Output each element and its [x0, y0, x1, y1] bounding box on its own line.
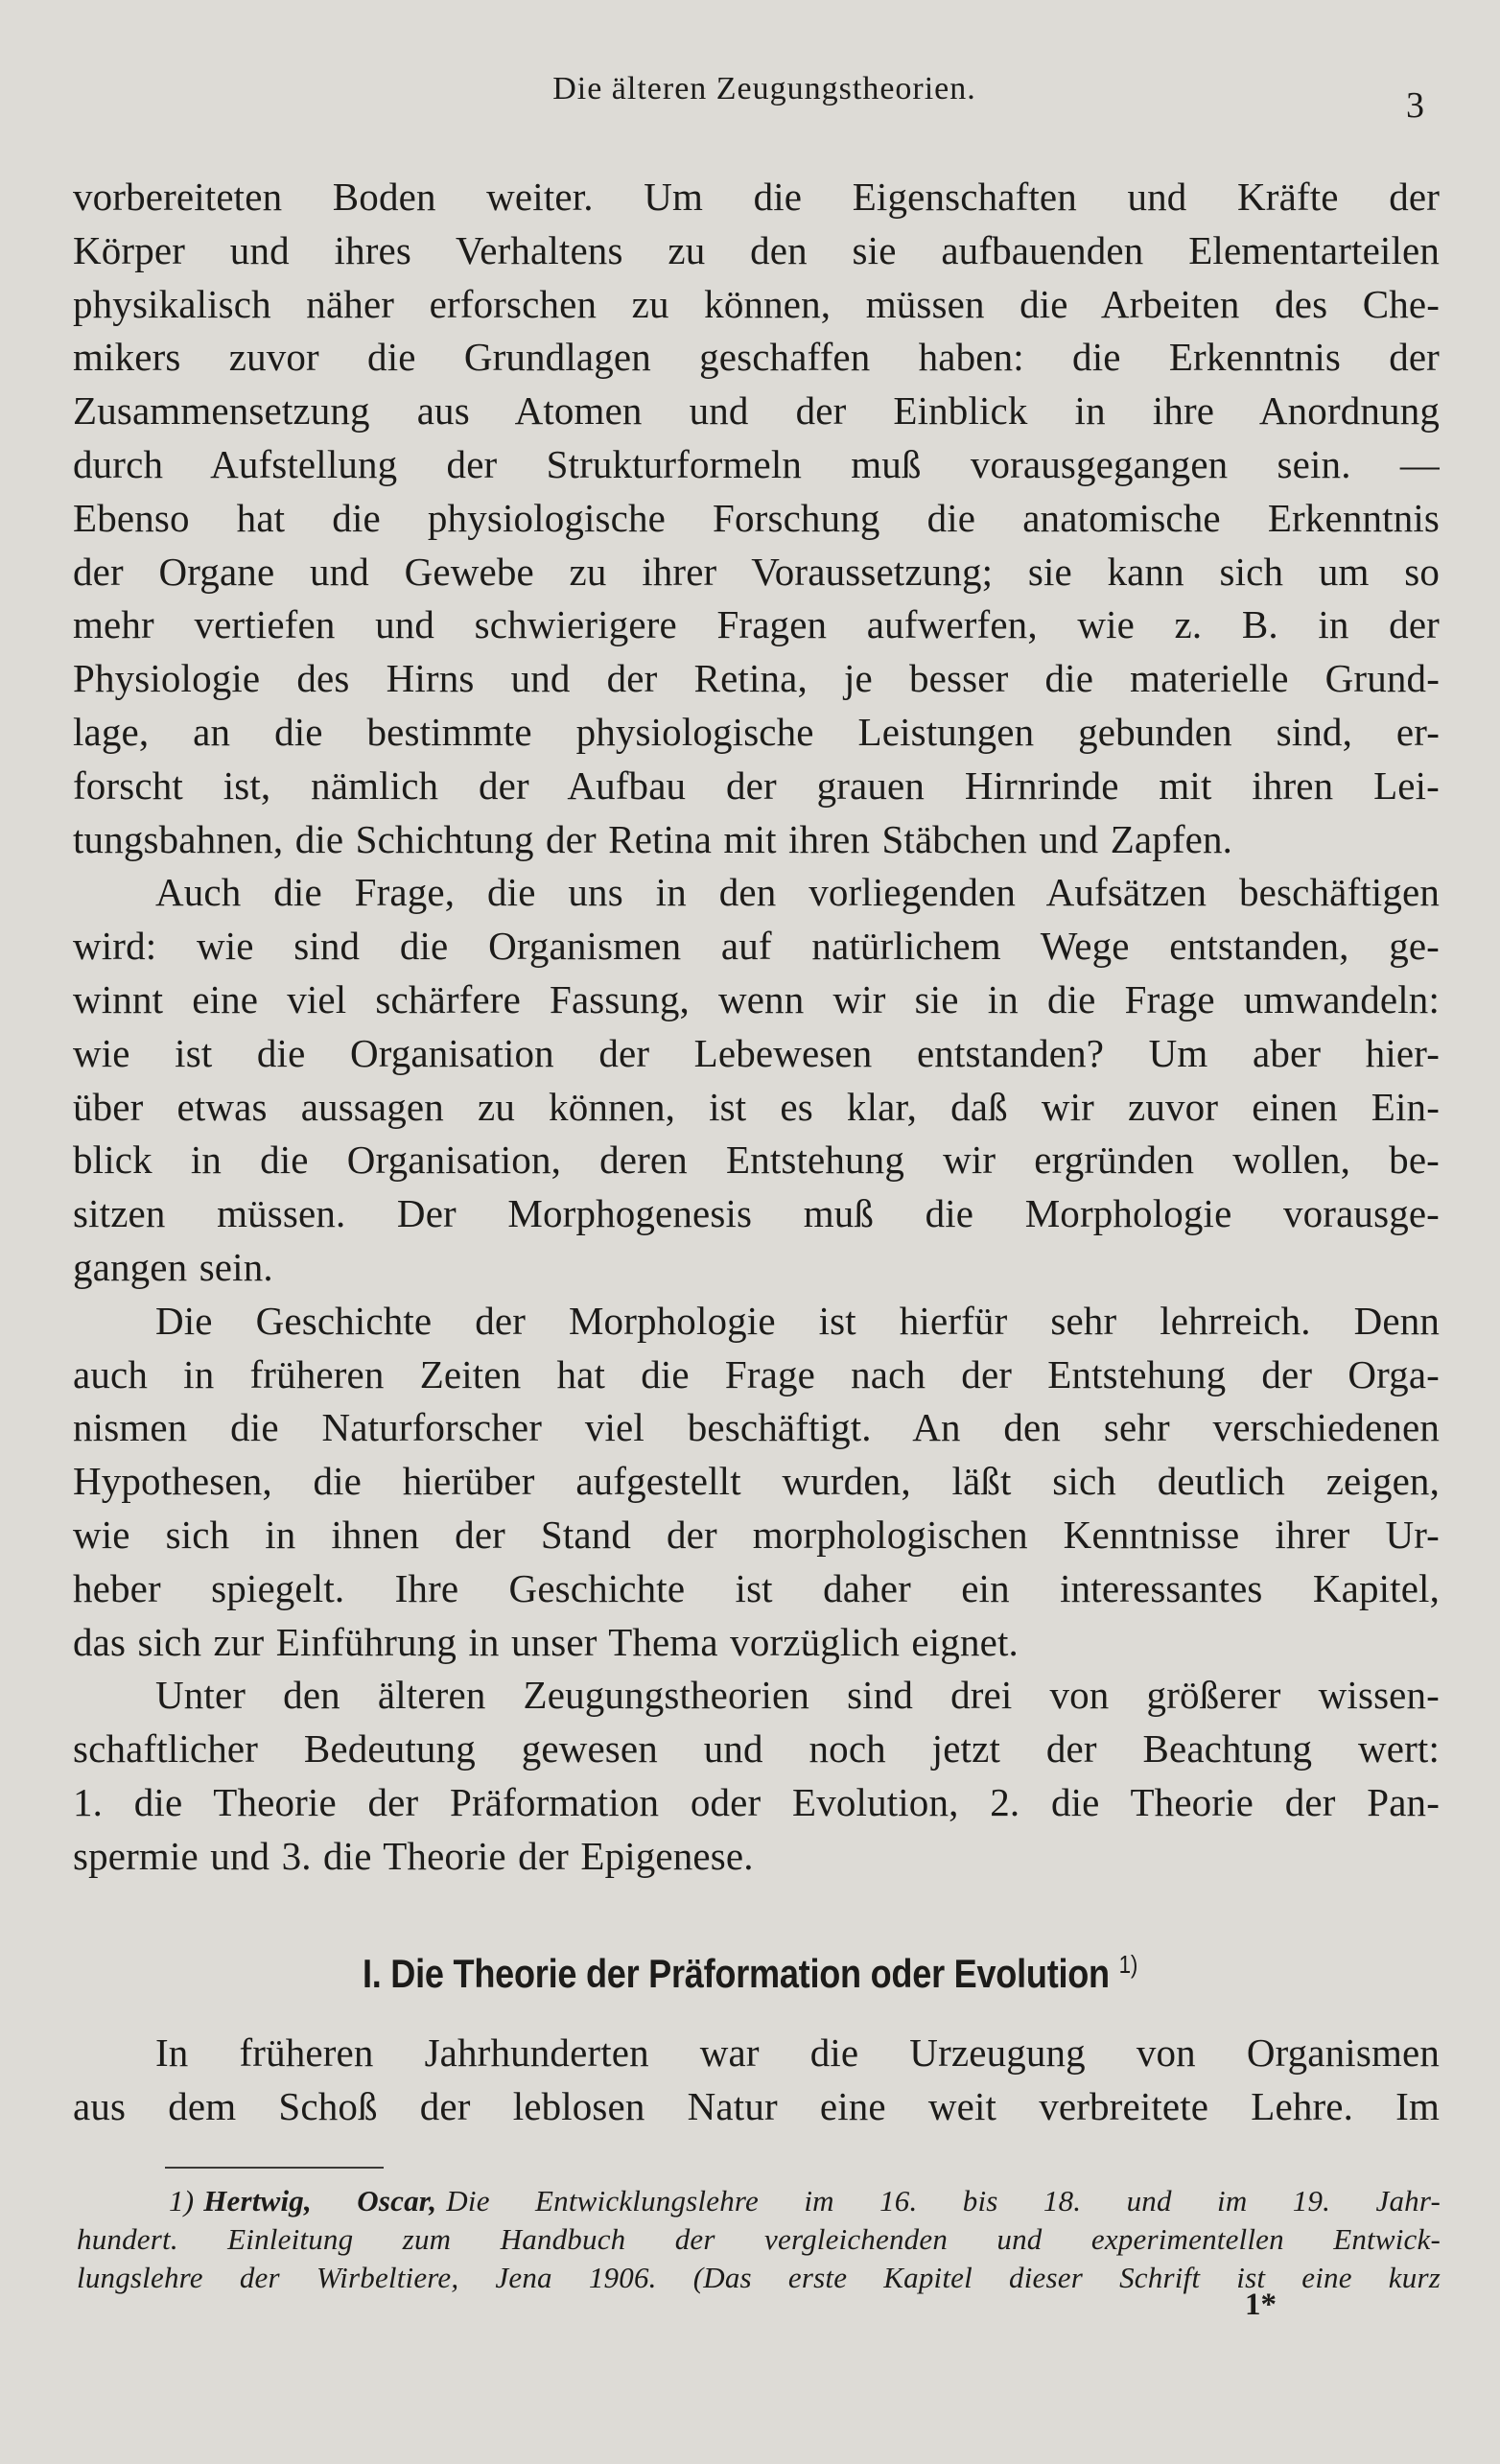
text-line: Unter den älteren Zeugungstheorien sind drei von größerer wissen- [155, 1673, 1440, 1718]
text-line: Die Geschichte der Morphologie ist hierfür sehr lehrreich. Denn [155, 1298, 1440, 1343]
text-line: gangen sein. [73, 1244, 273, 1289]
text-line: über etwas aussagen zu können, ist es klar, daß wir zuvor einen Ein- [73, 1084, 1440, 1129]
footnote-text: Die Entwicklungslehre im 16. bis 18. und im 19. Jahr- [446, 2184, 1441, 2218]
text-line: auch in früheren Zeiten hat die Frage nach der Entstehung der Orga- [73, 1351, 1440, 1396]
text-line: Zusammensetzung aus Atomen und der Einblick in ihre Anordnung [73, 388, 1440, 434]
text-line: schaftlicher Bedeutung gewesen und noch jetzt der Beachtung wert: [73, 1726, 1440, 1772]
footnote-reference[interactable]: 1) [1118, 1950, 1138, 1979]
text-line: wie ist die Organisation der Lebewesen entstanden? Um aber hier- [73, 1030, 1440, 1075]
text-line: aus dem Schoß der leblosen Natur eine weit verbreitete Lehre. Im [73, 2083, 1440, 2128]
footnote [77, 2182, 1441, 2297]
text-line: forscht ist, nämlich der Aufbau der grauen Hirnrinde mit ihren Lei- [73, 763, 1440, 808]
text-line: wird: wie sind die Organismen auf natürlichem Wege entstanden, ge- [73, 924, 1440, 969]
section-body [73, 2027, 1440, 2134]
running-title: Die älteren Zeugungstheorien. [552, 71, 976, 106]
text-line: spermie und 3. die Theorie der Epigenese. [73, 1833, 754, 1878]
page-number: 3 [1406, 85, 1424, 126]
text-line: In früheren Jahrhunderten war die Urzeugung von Organismen [155, 2030, 1440, 2075]
text-line: 1. die Theorie der Präformation oder Evolution, 2. die Theorie der Pan- [73, 1779, 1440, 1824]
footnote-line [77, 2182, 1441, 2220]
text-line: winnt eine viel schärfere Fassung, wenn wir sie in die Frage umwandeln: [73, 976, 1440, 1021]
footnote-divider [165, 2167, 384, 2169]
footnote-number: 1) [169, 2184, 195, 2218]
text-line: mikers zuvor die Grundlagen geschaffen haben: die Erkenntnis der [73, 335, 1440, 380]
text-line: nismen die Naturforscher viel beschäftigt. An den sehr verschiedenen [73, 1405, 1440, 1450]
text-line: physikalisch näher erforschen zu können, müssen die Arbeiten des Che- [73, 281, 1440, 326]
text-line: vorbereiteten Boden weiter. Um die Eigenschaften und Kräfte der [73, 175, 1440, 219]
footnote-author: Hertwig, Oscar, [203, 2184, 437, 2218]
text-line: der Organe und Gewebe zu ihrer Voraussetzung; sie kann sich um so [73, 549, 1440, 594]
text-line: Hypothesen, die hierüber aufgestellt wurden, läßt sich deutlich zeigen, [73, 1459, 1440, 1504]
text-line: das sich zur Einführung in unser Thema vorzüglich eignet. [73, 1619, 1019, 1664]
footnote-line: hundert. Einleitung zum Handbuch der vergleichenden und experimentellen Entwick- [77, 2222, 1441, 2256]
text-line: Auch die Frage, die uns in den vorliegenden Aufsätzen beschäftigen [155, 870, 1440, 915]
text-line: blick in die Organisation, deren Entstehung wir ergründen wollen, be- [73, 1138, 1440, 1183]
text-line: Physiologie des Hirns und der Retina, je besser die materielle Grund- [73, 656, 1440, 701]
text-line: mehr vertiefen und schwierigere Fragen aufwerfen, wie z. B. in der [73, 602, 1440, 647]
footnote-line: lungslehre der Wirbeltiere, Jena 1906. (Das erste Kapitel dieser Schrift ist eine kurz [77, 2261, 1441, 2294]
text-line: heber spiegelt. Ihre Geschichte ist daher ein interessantes Kapitel, [73, 1565, 1440, 1610]
text-line: Ebenso hat die physiologische Forschung die anatomische Erkenntnis [73, 495, 1440, 540]
section-heading [105, 1950, 1395, 1997]
text-line: lage, an die bestimmte physiologische Leistungen gebunden sind, er- [73, 709, 1440, 754]
text-line: Körper und ihres Verhaltens zu den sie aufbauenden Elementarteilen [73, 227, 1440, 272]
signature-mark: 1* [1245, 2288, 1277, 2322]
text-line: durch Aufstellung der Strukturformeln muß vorausgegangen sein. — [73, 441, 1440, 486]
body-text [73, 171, 1440, 1884]
text-line: sitzen müssen. Der Morphogenesis muß die Morphologie vorausge- [73, 1191, 1440, 1236]
text-line: tungsbahnen, die Schichtung der Retina mit ihren Stäbchen und Zapfen. [73, 816, 1233, 861]
section-heading-text: I. Die Theorie der Präformation oder Evolution [362, 1951, 1110, 1996]
text-line: wie sich in ihnen der Stand der morphologischen Kenntnisse ihrer Ur- [73, 1512, 1440, 1557]
